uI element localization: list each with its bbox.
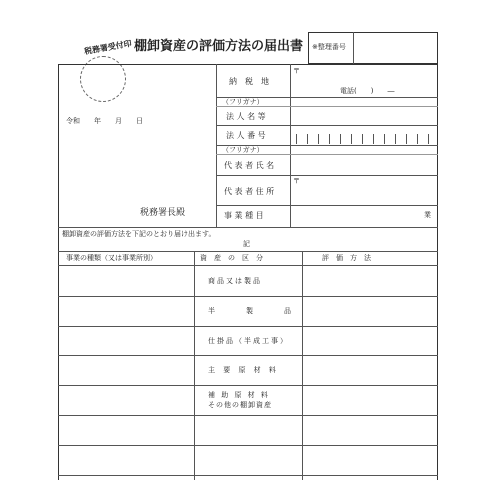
date-line[interactable]: 令和 年 月 日 (66, 117, 143, 125)
table-row: 仕掛品（半成工事） (208, 337, 289, 345)
table-row-line (58, 296, 438, 297)
form-title: 棚卸資産の評価方法の届出書 (134, 39, 304, 54)
postal-mark-2: 〒 (293, 177, 300, 185)
row-line (216, 106, 438, 107)
table-row-line (58, 326, 438, 327)
statement-text: 棚卸資産の評価方法を下記のとおり届け出ます。 (62, 230, 216, 238)
ki-label: 記 (243, 240, 250, 248)
label-furigana-1: （フリガナ） (222, 98, 264, 106)
phone-field[interactable]: 電話( ) ― (340, 87, 395, 95)
table-row-line (58, 355, 438, 356)
ref-number-label: ※整理番号 (312, 43, 346, 51)
postal-mark-1: 〒 (293, 67, 300, 75)
label-hojin-bango: 法 人 番 号 (226, 131, 266, 140)
label-daihyosha-jusho: 代 表 者 住 所 (224, 187, 275, 196)
label-nozeichi: 納 税 地 (229, 77, 269, 86)
label-furigana-2: （フリガナ） (222, 146, 264, 154)
row-line (216, 175, 438, 176)
ref-box-divider (353, 32, 354, 64)
row-line (216, 125, 438, 126)
table-row: 商品又は製品 (208, 277, 262, 285)
row-line (216, 205, 438, 206)
table-row-line (58, 415, 438, 416)
row-line (58, 227, 438, 228)
table-row-line (58, 445, 438, 446)
form-outer-border (58, 64, 438, 480)
table-header-bottom (58, 265, 438, 266)
label-jigyo-shumoku: 事 業 種 目 (224, 211, 264, 220)
table-row-line (58, 475, 438, 476)
gyo-suffix: 業 (424, 211, 431, 219)
stamp-label: 税務署受付印 (83, 38, 133, 57)
tax-office-label[interactable]: 税務署長殿 (140, 208, 186, 218)
table-header-top (58, 251, 438, 252)
header-valuation-method: 評 価 方 法 (322, 254, 371, 262)
label-daihyosha-shimei: 代 表 者 氏 名 (224, 161, 275, 170)
table-row-line (58, 385, 438, 386)
table-row: その他の棚卸資産 (208, 401, 272, 409)
header-asset-category: 資 産 の 区 分 (200, 254, 263, 262)
table-row: 半 製 品 (208, 307, 303, 315)
table-row: 補 助 原 材 料 (208, 391, 270, 399)
label-hojin-meisho: 法 人 名 等 (226, 112, 266, 121)
corporate-number-cells[interactable] (296, 134, 434, 144)
header-business-type: 事業の種類（又は事業所別） (66, 254, 157, 262)
row-line (216, 154, 438, 155)
table-row: 主 要 原 材 料 (208, 366, 279, 374)
